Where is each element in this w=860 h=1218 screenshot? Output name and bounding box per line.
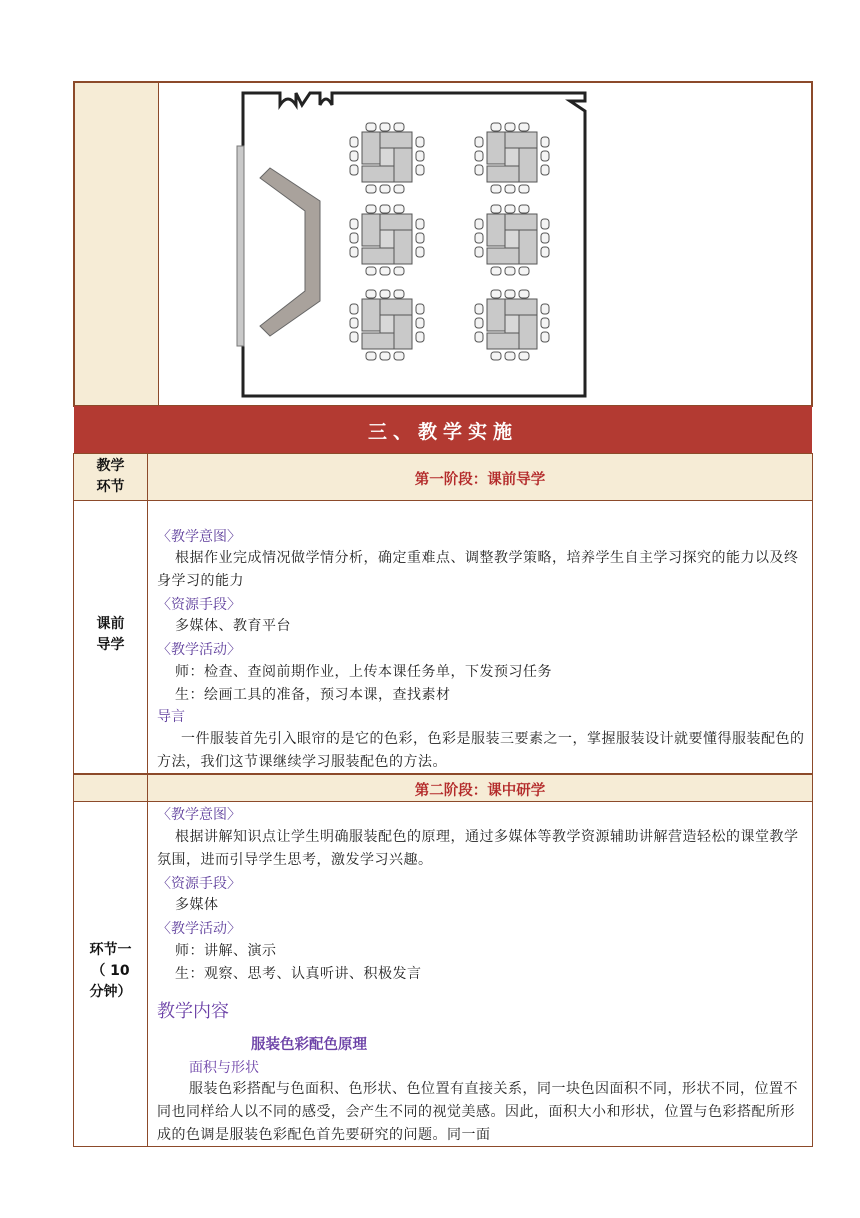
principle-heading: 服装色彩配色原理 xyxy=(251,1037,367,1053)
area-heading: 面积与形状 xyxy=(189,1060,259,1076)
table-group xyxy=(350,123,424,193)
table-group xyxy=(475,205,549,275)
student-text-2: 生：观察、思考、认真听讲、积极发言 xyxy=(175,966,422,982)
table-group xyxy=(475,290,549,360)
section1-label: 课前 导学 xyxy=(96,616,125,653)
header-label: 教学 环节 xyxy=(96,458,125,495)
intent-tag: 〈教学意图〉 xyxy=(157,529,241,545)
intent-tag-2: 〈教学意图〉 xyxy=(157,807,241,823)
podium xyxy=(260,168,320,336)
whiteboard xyxy=(237,146,244,346)
resource-text-2: 多媒体 xyxy=(175,897,219,913)
table-group xyxy=(475,123,549,193)
resource-tag-2: 〈资源手段〉 xyxy=(157,876,241,892)
stage-one-title: 第一阶段：课前导学 xyxy=(414,472,546,488)
activity-tag-2: 〈教学活动〉 xyxy=(157,921,241,937)
table-group xyxy=(350,290,424,360)
intent-text: 根据作业完成情况做学情分析，确定重难点、调整教学策略，培养学生自主学习探究的能力以及终身学习的能力 xyxy=(157,550,799,589)
teacher-text: 师：检查、查阅前期作业，上传本课任务单，下发预习任务 xyxy=(175,664,552,680)
intent-text-2: 根据讲解知识点让学生明确服装配色的原理，通过多媒体等教学资源辅助讲解营造轻松的课堂教学氛围，进而引导学生思考，激发学习兴趣。 xyxy=(157,829,799,868)
section-banner: 三、教学实施 xyxy=(74,406,812,454)
section1-divider xyxy=(147,501,148,773)
stage-two-title: 第二阶段：课中研学 xyxy=(414,783,546,799)
classroom-floor-plan xyxy=(160,83,810,405)
student-text: 生：绘画工具的准备，预习本课，查找素材 xyxy=(175,687,451,703)
teacher-text-2: 师：讲解、演示 xyxy=(175,943,277,959)
guide-text: 一件服装首先引入眼帘的是它的色彩，色彩是服装三要素之一，掌握服装设计就要懂得服装配色的方法，我们这节课继续学习服装配色的方法。 xyxy=(157,731,805,770)
section2-right-border xyxy=(812,801,813,1147)
section2-divider xyxy=(147,801,148,1147)
table-group xyxy=(350,205,424,275)
content-heading: 教学内容 xyxy=(157,1001,229,1022)
resource-tag: 〈资源手段〉 xyxy=(157,597,241,613)
section2-label: 环节一 （ 10 分钟） xyxy=(89,942,132,1000)
activity-tag: 〈教学活动〉 xyxy=(157,642,241,658)
guide-tag: 导言 xyxy=(157,709,185,725)
body-text: 服装色彩搭配与色面积、色形状、色位置有直接关系，同一块色因面积不同，形状不同，位置不同也同样给人以不同的感受，会产生不同的视觉美感。因此，面积大小和形状，位置与色彩搭配所形成的色调是服装色彩配色首先要研究的问题。同一面 xyxy=(157,1081,798,1143)
resource-text: 多媒体、教育平台 xyxy=(175,618,291,634)
top-divider xyxy=(158,82,159,406)
